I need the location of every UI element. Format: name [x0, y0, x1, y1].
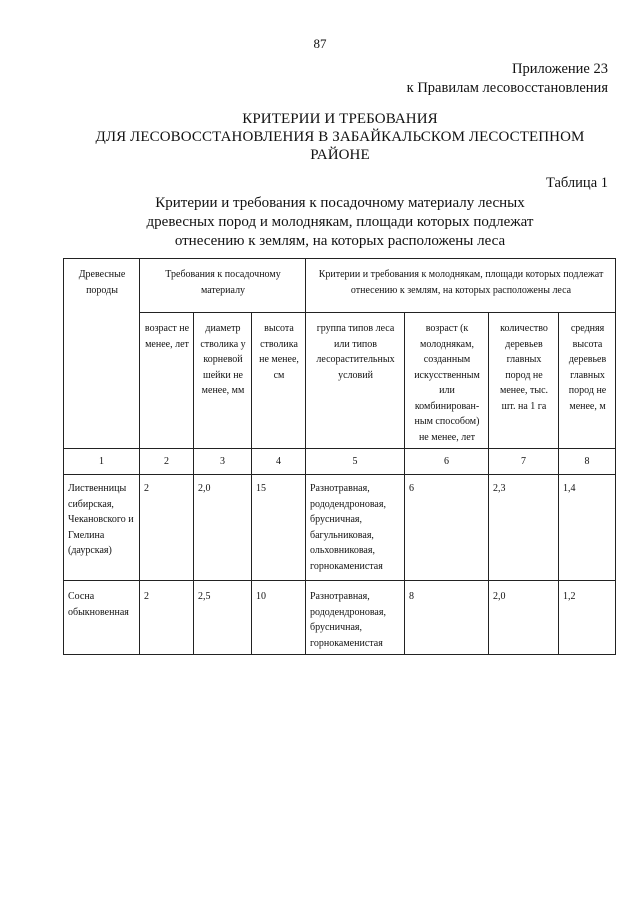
subheader-height: высота стволика не менее, см	[252, 313, 306, 449]
criteria-table	[63, 258, 616, 655]
cell-height: 15	[252, 475, 306, 581]
table-caption	[120, 194, 560, 251]
cell-young-age: 8	[405, 581, 489, 655]
appendix-reference	[407, 60, 608, 98]
table-row	[64, 581, 616, 655]
cell-diameter: 2,5	[194, 581, 252, 655]
subheader-tree-count: количество деревьев главных пород не менее, тыс. шт. на 1 га	[489, 313, 559, 449]
subheader-age: возраст не менее, лет	[140, 313, 194, 449]
appendix-line-1: Приложение 23	[512, 61, 608, 77]
caption-line-1: Критерии и требования к посадочному материалу лесных	[155, 195, 525, 211]
column-number: 6	[405, 449, 489, 475]
subheader-young-age: возраст (к молоднякам, созданным искусственным или комбинирован-ным способом) не менее, лет	[405, 313, 489, 449]
cell-age: 2	[140, 581, 194, 655]
column-number: 5	[306, 449, 405, 475]
cell-forest-types: Разнотравная, рододендроновая, брусничная, багульниковая, ольховниковая, горнокаменистая	[306, 475, 405, 581]
column-number-row	[64, 449, 616, 475]
page-number: 87	[313, 36, 327, 51]
column-number: 3	[194, 449, 252, 475]
cell-avg-height: 1,2	[559, 581, 616, 655]
appendix-line-2: к Правилам лесовосстановления	[406, 80, 608, 96]
caption-line-2: древесных пород и молоднякам, площади которых подлежат	[146, 214, 534, 230]
title-line-3: РАЙОНЕ	[310, 147, 370, 163]
sub-header-row	[64, 313, 616, 449]
header-planting-material: Требования к посадочному материалу	[140, 259, 306, 313]
table-label: Таблица 1	[545, 175, 608, 191]
column-number: 8	[559, 449, 616, 475]
header-species: Древесные породы	[64, 259, 140, 449]
table-row	[64, 475, 616, 581]
cell-tree-count: 2,3	[489, 475, 559, 581]
subheader-diameter: диаметр стволика у корневой шейки не менее, мм	[194, 313, 252, 449]
cell-species: Сосна обыкновенная	[64, 581, 140, 655]
group-header-row	[64, 259, 616, 313]
title-line-1: КРИТЕРИИ И ТРЕБОВАНИЯ	[242, 111, 438, 127]
column-number: 2	[140, 449, 194, 475]
cell-tree-count: 2,0	[489, 581, 559, 655]
subheader-forest-types: группа типов леса или типов лесорастительных условий	[306, 313, 405, 449]
header-young-stands: Критерии и требования к молоднякам, площади которых подлежат отнесению к землям, на которых расположены леса	[306, 259, 616, 313]
column-number: 7	[489, 449, 559, 475]
column-number: 4	[252, 449, 306, 475]
document-title	[60, 110, 620, 164]
column-number: 1	[64, 449, 140, 475]
cell-avg-height: 1,4	[559, 475, 616, 581]
subheader-avg-height: средняя высота деревьев главных пород не менее, м	[559, 313, 616, 449]
cell-diameter: 2,0	[194, 475, 252, 581]
cell-species: Лиственницы сибирская, Чекановского и Гмелина (даурская)	[64, 475, 140, 581]
caption-line-3: отнесению к землям, на которых расположены леса	[174, 233, 506, 249]
cell-age: 2	[140, 475, 194, 581]
cell-forest-types: Разнотравная, рододендроновая, брусничная, горнокаменистая	[306, 581, 405, 655]
title-line-2: ДЛЯ ЛЕСОВОССТАНОВЛЕНИЯ В ЗАБАЙКАЛЬСКОМ ЛЕСОСТЕПНОМ	[95, 129, 585, 145]
cell-height: 10	[252, 581, 306, 655]
cell-young-age: 6	[405, 475, 489, 581]
